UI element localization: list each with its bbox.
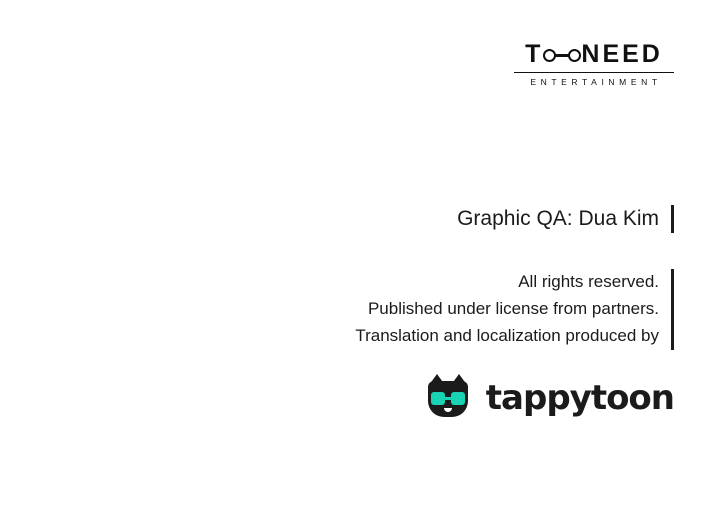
rights-block (254, 269, 674, 350)
linked-circles-icon (543, 43, 581, 67)
rights-line: Translation and localization produced by (355, 326, 659, 346)
cat-with-glasses-icon (422, 372, 474, 424)
publisher-divider (514, 72, 674, 73)
rights-line: Published under license from partners. (367, 299, 659, 319)
credits-block (254, 205, 674, 350)
publisher-wordmark-prefix: T (525, 40, 544, 68)
rights-line: All rights reserved. (518, 272, 659, 292)
publisher-wordmark-suffix: NEED (581, 40, 663, 68)
credit-role-line: Graphic QA: Dua Kim (254, 205, 674, 233)
publisher-subtitle: ENTERTAINMENT (530, 77, 662, 87)
publisher-wordmark (514, 42, 674, 67)
tappytoon-logo (422, 372, 674, 424)
tappytoon-wordmark: tappytoon (485, 378, 674, 418)
publisher-logo (514, 42, 674, 87)
